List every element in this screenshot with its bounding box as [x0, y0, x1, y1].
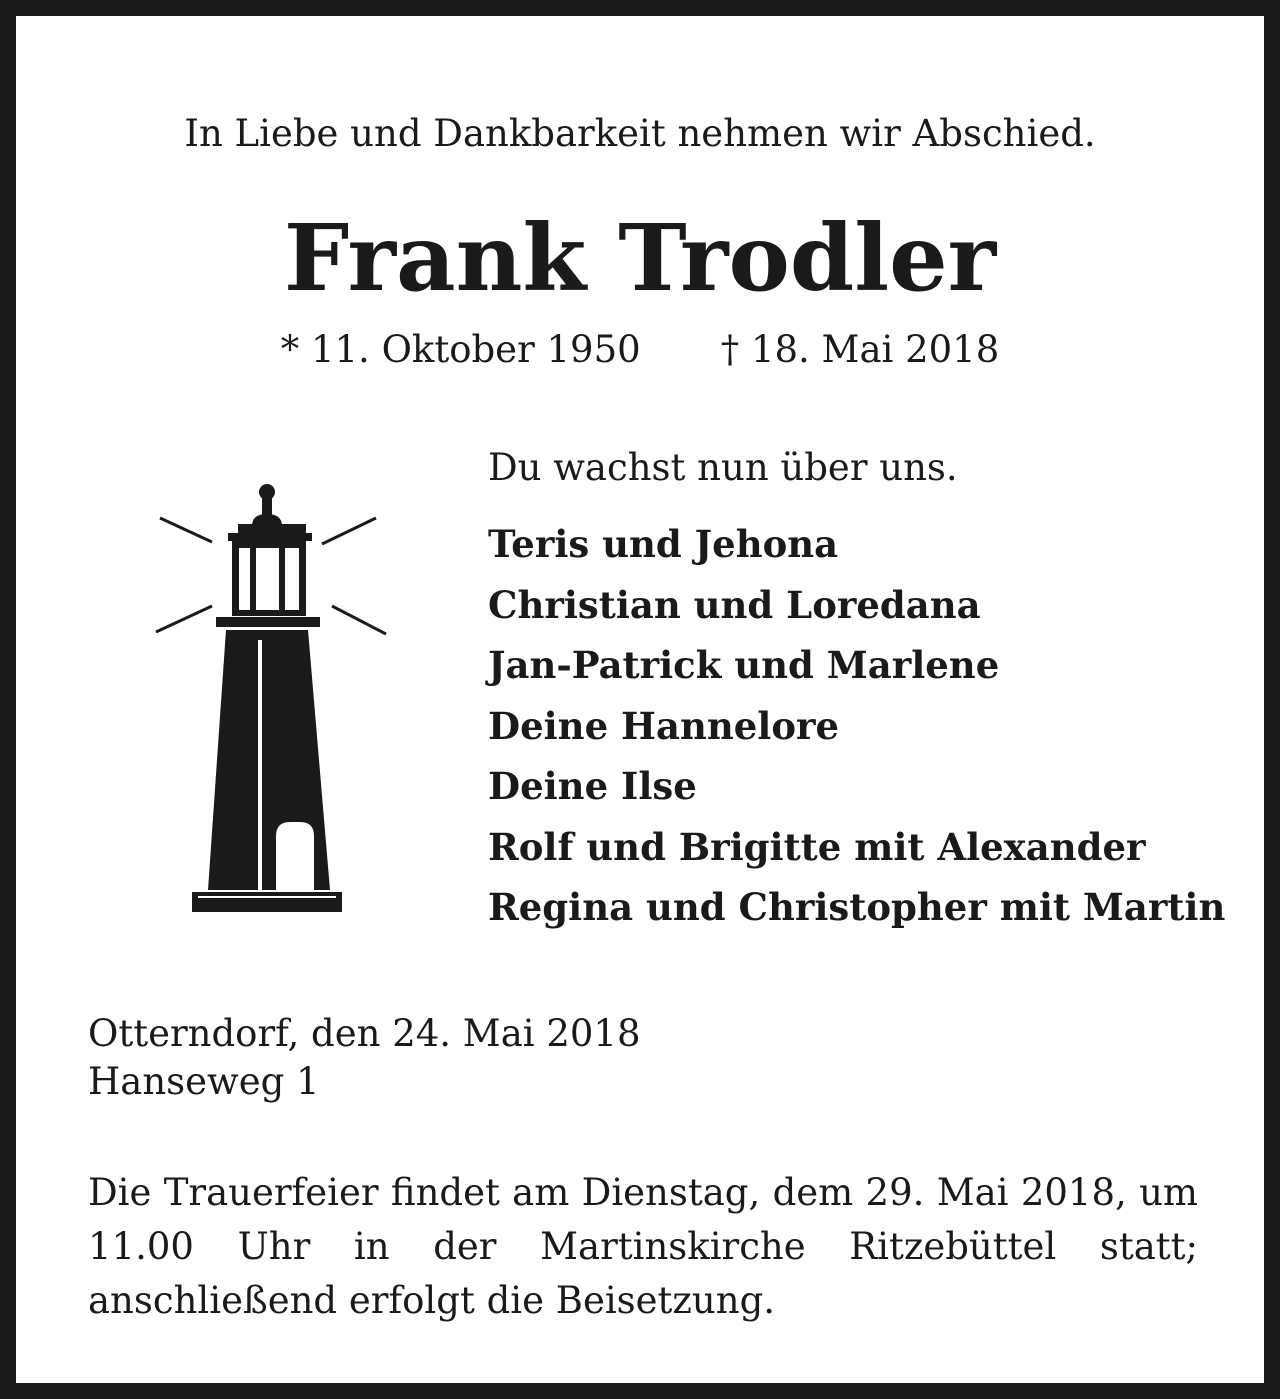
mourner-name: Jan-Patrick und Marlene — [488, 643, 1000, 687]
mourner-name: Regina und Christopher mit Martin — [488, 885, 1226, 929]
mourner-name: Deine Ilse — [488, 764, 697, 808]
mourner-name: Rolf und Brigitte mit Alexander — [488, 824, 1146, 869]
birth-date: * 11. Oktober 1950 — [280, 328, 641, 371]
death-date: † 18. Mai 2018 — [720, 328, 1000, 371]
motto-line: Du wachst nun über uns. — [488, 446, 958, 489]
life-dates — [16, 328, 1264, 372]
deceased-name: Frank Trodler — [283, 204, 997, 312]
mourner-name: Deine Hannelore — [488, 703, 840, 748]
funeral-service-info: Die Trauerfeier findet am Dienstag, dem 29. Mai 2018, um 11.00 Uhr in der Martinskirche Ritzebüttel statt; anschließend erfolgt die Beisetzung. — [88, 1171, 1198, 1322]
place-date: Otterndorf, den 24. Mai 2018 — [88, 1012, 641, 1055]
mourners-list — [488, 514, 1225, 938]
mourner-name: Teris und Jehona — [488, 522, 839, 566]
mourner-name: Christian und Loredana — [488, 582, 981, 627]
address: Hanseweg 1 — [88, 1060, 320, 1103]
place-and-address — [88, 1010, 641, 1106]
lighthouse-icon — [146, 476, 396, 916]
intro-line: In Liebe und Dankbarkeit nehmen wir Abschied. — [184, 112, 1096, 155]
